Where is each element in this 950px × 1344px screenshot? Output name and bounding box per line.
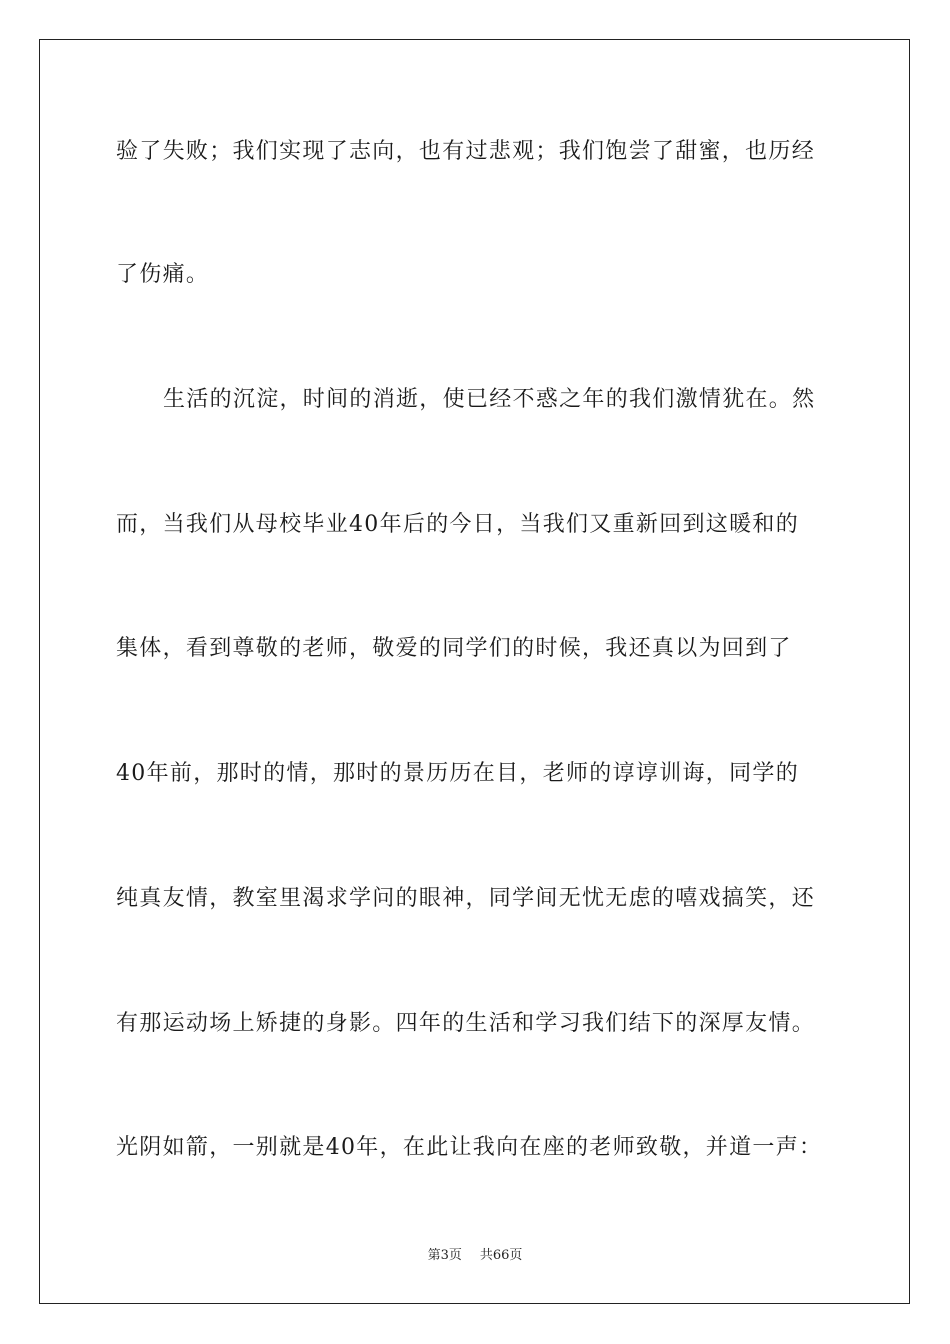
body-text-line-4: 而，当我们从母校毕业40年后的今日，当我们又重新回到这暖和的 bbox=[116, 512, 799, 537]
body-text-line-2: 了伤痛。 bbox=[116, 262, 210, 287]
body-text-line-7: 纯真友情，教室里渴求学问的眼神，同学间无忧无虑的嘻戏搞笑，还 bbox=[116, 886, 816, 911]
page-number: 第3页 bbox=[427, 1248, 462, 1263]
body-text-line-6: 40年前，那时的情，那时的景历历在目，老师的谆谆训诲，同学的 bbox=[116, 761, 799, 786]
body-text-line-9: 光阴如箭，一别就是40年，在此让我向在座的老师致敬，并道一声： bbox=[116, 1135, 823, 1160]
body-text-line-5: 集体，看到尊敬的老师，敬爱的同学们的时候，我还真以为回到了 bbox=[116, 636, 792, 661]
total-pages: 共66页 bbox=[479, 1248, 523, 1263]
paragraph-start-line: 生活的沉淀，时间的消逝，使已经不惑之年的我们激情犹在。然 bbox=[163, 387, 816, 412]
page-footer bbox=[0, 1246, 950, 1266]
body-text-line-8: 有那运动场上矫捷的身影。四年的生活和学习我们结下的深厚友情。 bbox=[116, 1011, 816, 1036]
body-text-line-1: 验了失败；我们实现了志向，也有过悲观；我们饱尝了甜蜜，也历经 bbox=[116, 139, 816, 164]
page-border bbox=[39, 39, 910, 1304]
